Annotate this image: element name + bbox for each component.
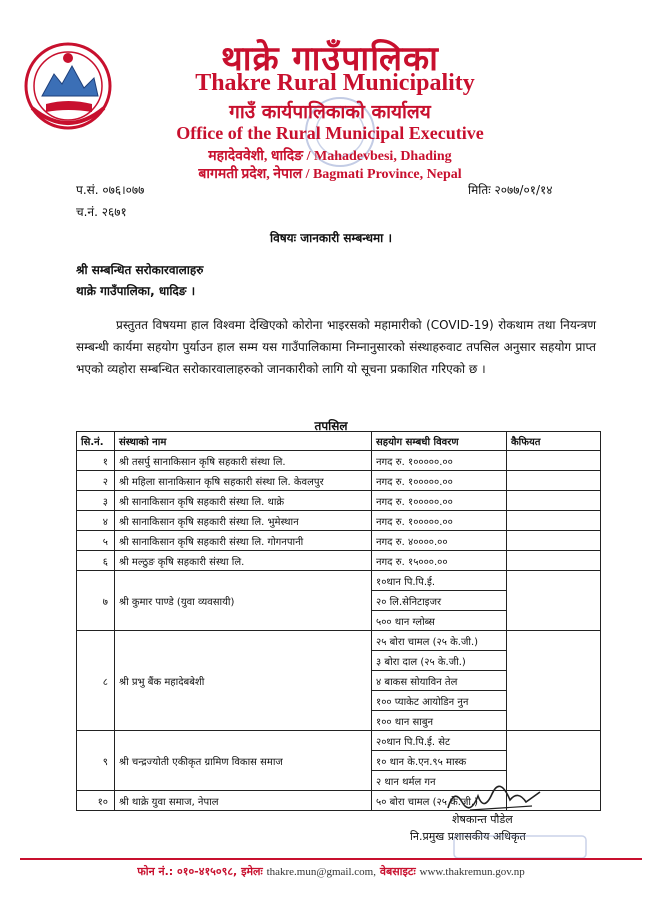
row-support-item: १०० प्याकेट आयोडिन नुन: [372, 691, 507, 711]
header-org-name: संस्थाको नाम: [115, 432, 372, 451]
row-org-name: श्री सानाकिसान कृषि सहकारी संस्था लि. भुमेस्थान: [115, 511, 372, 531]
row-org-name: श्री प्रभु बैंक महादेबबेशी: [115, 631, 372, 731]
letter-body: प्रस्तुतत विषयमा हाल विश्वमा देखिएको कोरोना भाइरसको महामारीको (COVID-19) रोकथाम तथा नियन्त्रण सम्बन्धी कार्यमा सहयोग पुर्याउन हाल सम्म यस गाउँपालिकामा निम्नानुसारको संस्थाहरुवाट तपसिल अनुसार सहयोग प्राप्त भएको व्यहोरा सम्बन्धित सरोकारवालाहरुको जानकारीको लागि यो सूचना प्रकाशित गरिएको छ ।: [76, 318, 596, 376]
row-remarks: [507, 471, 601, 491]
footer-website[interactable]: www.thakremun.gov.np: [419, 866, 525, 878]
row-serial: १०: [77, 791, 115, 811]
recipient-line-2: थाक्रे गाउँपालिका, धादिङ ।: [76, 284, 196, 298]
row-org-name: श्री सानाकिसान कृषि सहकारी संस्था लि. थाक्रे: [115, 491, 372, 511]
header-support-details: सहयोग सम्बधी विवरण: [372, 432, 507, 451]
footer-phone: फोन नं.: ०१०-४१५०९८, इमेलः: [137, 865, 263, 878]
office-name-nepali: गाउँ कार्यपालिकाको कार्यालय: [229, 101, 431, 123]
row-remarks: [507, 631, 601, 731]
row-serial: ४: [77, 511, 115, 531]
row-serial: ९: [77, 731, 115, 791]
row-support-item: नगद रु. १०००००.००: [372, 471, 507, 491]
row-support-item: २० लि.सेनिटाइजर: [372, 591, 507, 611]
municipality-name-english: Thakre Rural Municipality: [195, 70, 475, 96]
table-row: [77, 731, 601, 751]
table-row: [77, 631, 601, 651]
letter-ps-number: प.सं. ०७६।०७७: [76, 183, 145, 197]
row-support-item: नगद रु. १५०००.००: [372, 551, 507, 571]
row-org-name: श्री कुमार पाण्डे (युवा व्यवसायी): [115, 571, 372, 631]
row-support-item: ५० बोरा चामल (२५ के.जी.): [372, 791, 507, 811]
row-support-item: ५०० थान ग्लोब्स: [372, 611, 507, 631]
table-row: [77, 531, 601, 551]
row-org-name: श्री थाक्रे युवा समाज, नेपाल: [115, 791, 372, 811]
table-header-row: [77, 432, 601, 451]
row-serial: २: [77, 471, 115, 491]
table-row: [77, 491, 601, 511]
footer-divider: [20, 858, 642, 860]
address-line-2: बागमती प्रदेश, नेपाल / Bagmati Province, Nepal: [198, 167, 462, 182]
row-org-name: श्री मल्ठुङ कृषि सहकारी संस्था लि.: [115, 551, 372, 571]
signatory-name: शेषकान्त पौडेल: [452, 813, 513, 826]
row-remarks: [507, 491, 601, 511]
row-serial: १: [77, 451, 115, 471]
header-serial: सि.नं.: [77, 432, 115, 451]
row-support-item: नगद रु. ४००००.००: [372, 531, 507, 551]
nepal-emblem-icon: [22, 38, 114, 134]
row-remarks: [507, 531, 601, 551]
office-name-english: Office of the Rural Municipal Executive: [176, 123, 484, 143]
row-remarks: [507, 511, 601, 531]
row-serial: ७: [77, 571, 115, 631]
support-schedule-table: [76, 431, 601, 811]
row-serial: ८: [77, 631, 115, 731]
municipality-name-nepali: थाक्रे गाउँपालिका: [221, 39, 439, 79]
row-support-item: १० थान के.एन.९५ मास्क: [372, 751, 507, 771]
row-remarks: [507, 451, 601, 471]
row-org-name: श्री चन्द्रज्योती एकीकृत ग्रामिण विकास समाज: [115, 731, 372, 791]
schedule-caption: तपसिल: [314, 419, 348, 433]
row-support-item: २०थान पि.पि.ई. सेट: [372, 731, 507, 751]
row-support-item: ४ बाकस सोयाविन तेल: [372, 671, 507, 691]
letter-subject: विषयः जानकारी सम्बन्धमा ।: [269, 231, 393, 245]
footer-email[interactable]: thakre.mun@gmail.com,: [266, 866, 376, 878]
row-serial: ५: [77, 531, 115, 551]
recipient-line-1: श्री सम्बन्धित सरोकारवालाहरु: [76, 263, 204, 277]
row-org-name: श्री तसर्पु सानाकिसान कृषि सहकारी संस्था लि.: [115, 451, 372, 471]
address-line-1: महादेववेशी, धादिङ / Mahadevbesi, Dhading: [208, 149, 452, 164]
letter-date: मितिः २०७७/०१/१४: [468, 183, 553, 197]
table-row: [77, 551, 601, 571]
row-org-name: श्री महिला सानाकिसान कृषि सहकारी संस्था लि. केवलपुर: [115, 471, 372, 491]
table-row: [77, 471, 601, 491]
row-support-item: नगद रु. १०००००.००: [372, 451, 507, 471]
row-serial: ३: [77, 491, 115, 511]
row-support-item: ३ बोरा दाल (२५ के.जी.): [372, 651, 507, 671]
table-row: [77, 571, 601, 591]
row-support-item: २५ बोरा चामल (२५ के.जी.): [372, 631, 507, 651]
footer-website-label: वेबसाइटः: [379, 865, 416, 878]
table-row: [77, 511, 601, 531]
letter-cn-number: च.नं. २६७१: [76, 205, 127, 219]
row-support-item: १०० थान साबुन: [372, 711, 507, 731]
row-support-item: २ थान थर्मल गन: [372, 771, 507, 791]
row-org-name: श्री सानाकिसान कृषि सहकारी संस्था लि. गोगनपानी: [115, 531, 372, 551]
header-remarks: कैफियत: [507, 432, 601, 451]
row-support-item: नगद रु. १०००००.००: [372, 511, 507, 531]
signatory-title: नि.प्रमुख प्रशासकीय अधिकृत: [410, 830, 526, 843]
row-support-item: नगद रु. १०००००.००: [372, 491, 507, 511]
row-remarks: [507, 571, 601, 631]
row-remarks: [507, 551, 601, 571]
footer-contact: [20, 864, 642, 879]
row-support-item: १०थान पि.पि.ई.: [372, 571, 507, 591]
row-serial: ६: [77, 551, 115, 571]
table-row: [77, 451, 601, 471]
